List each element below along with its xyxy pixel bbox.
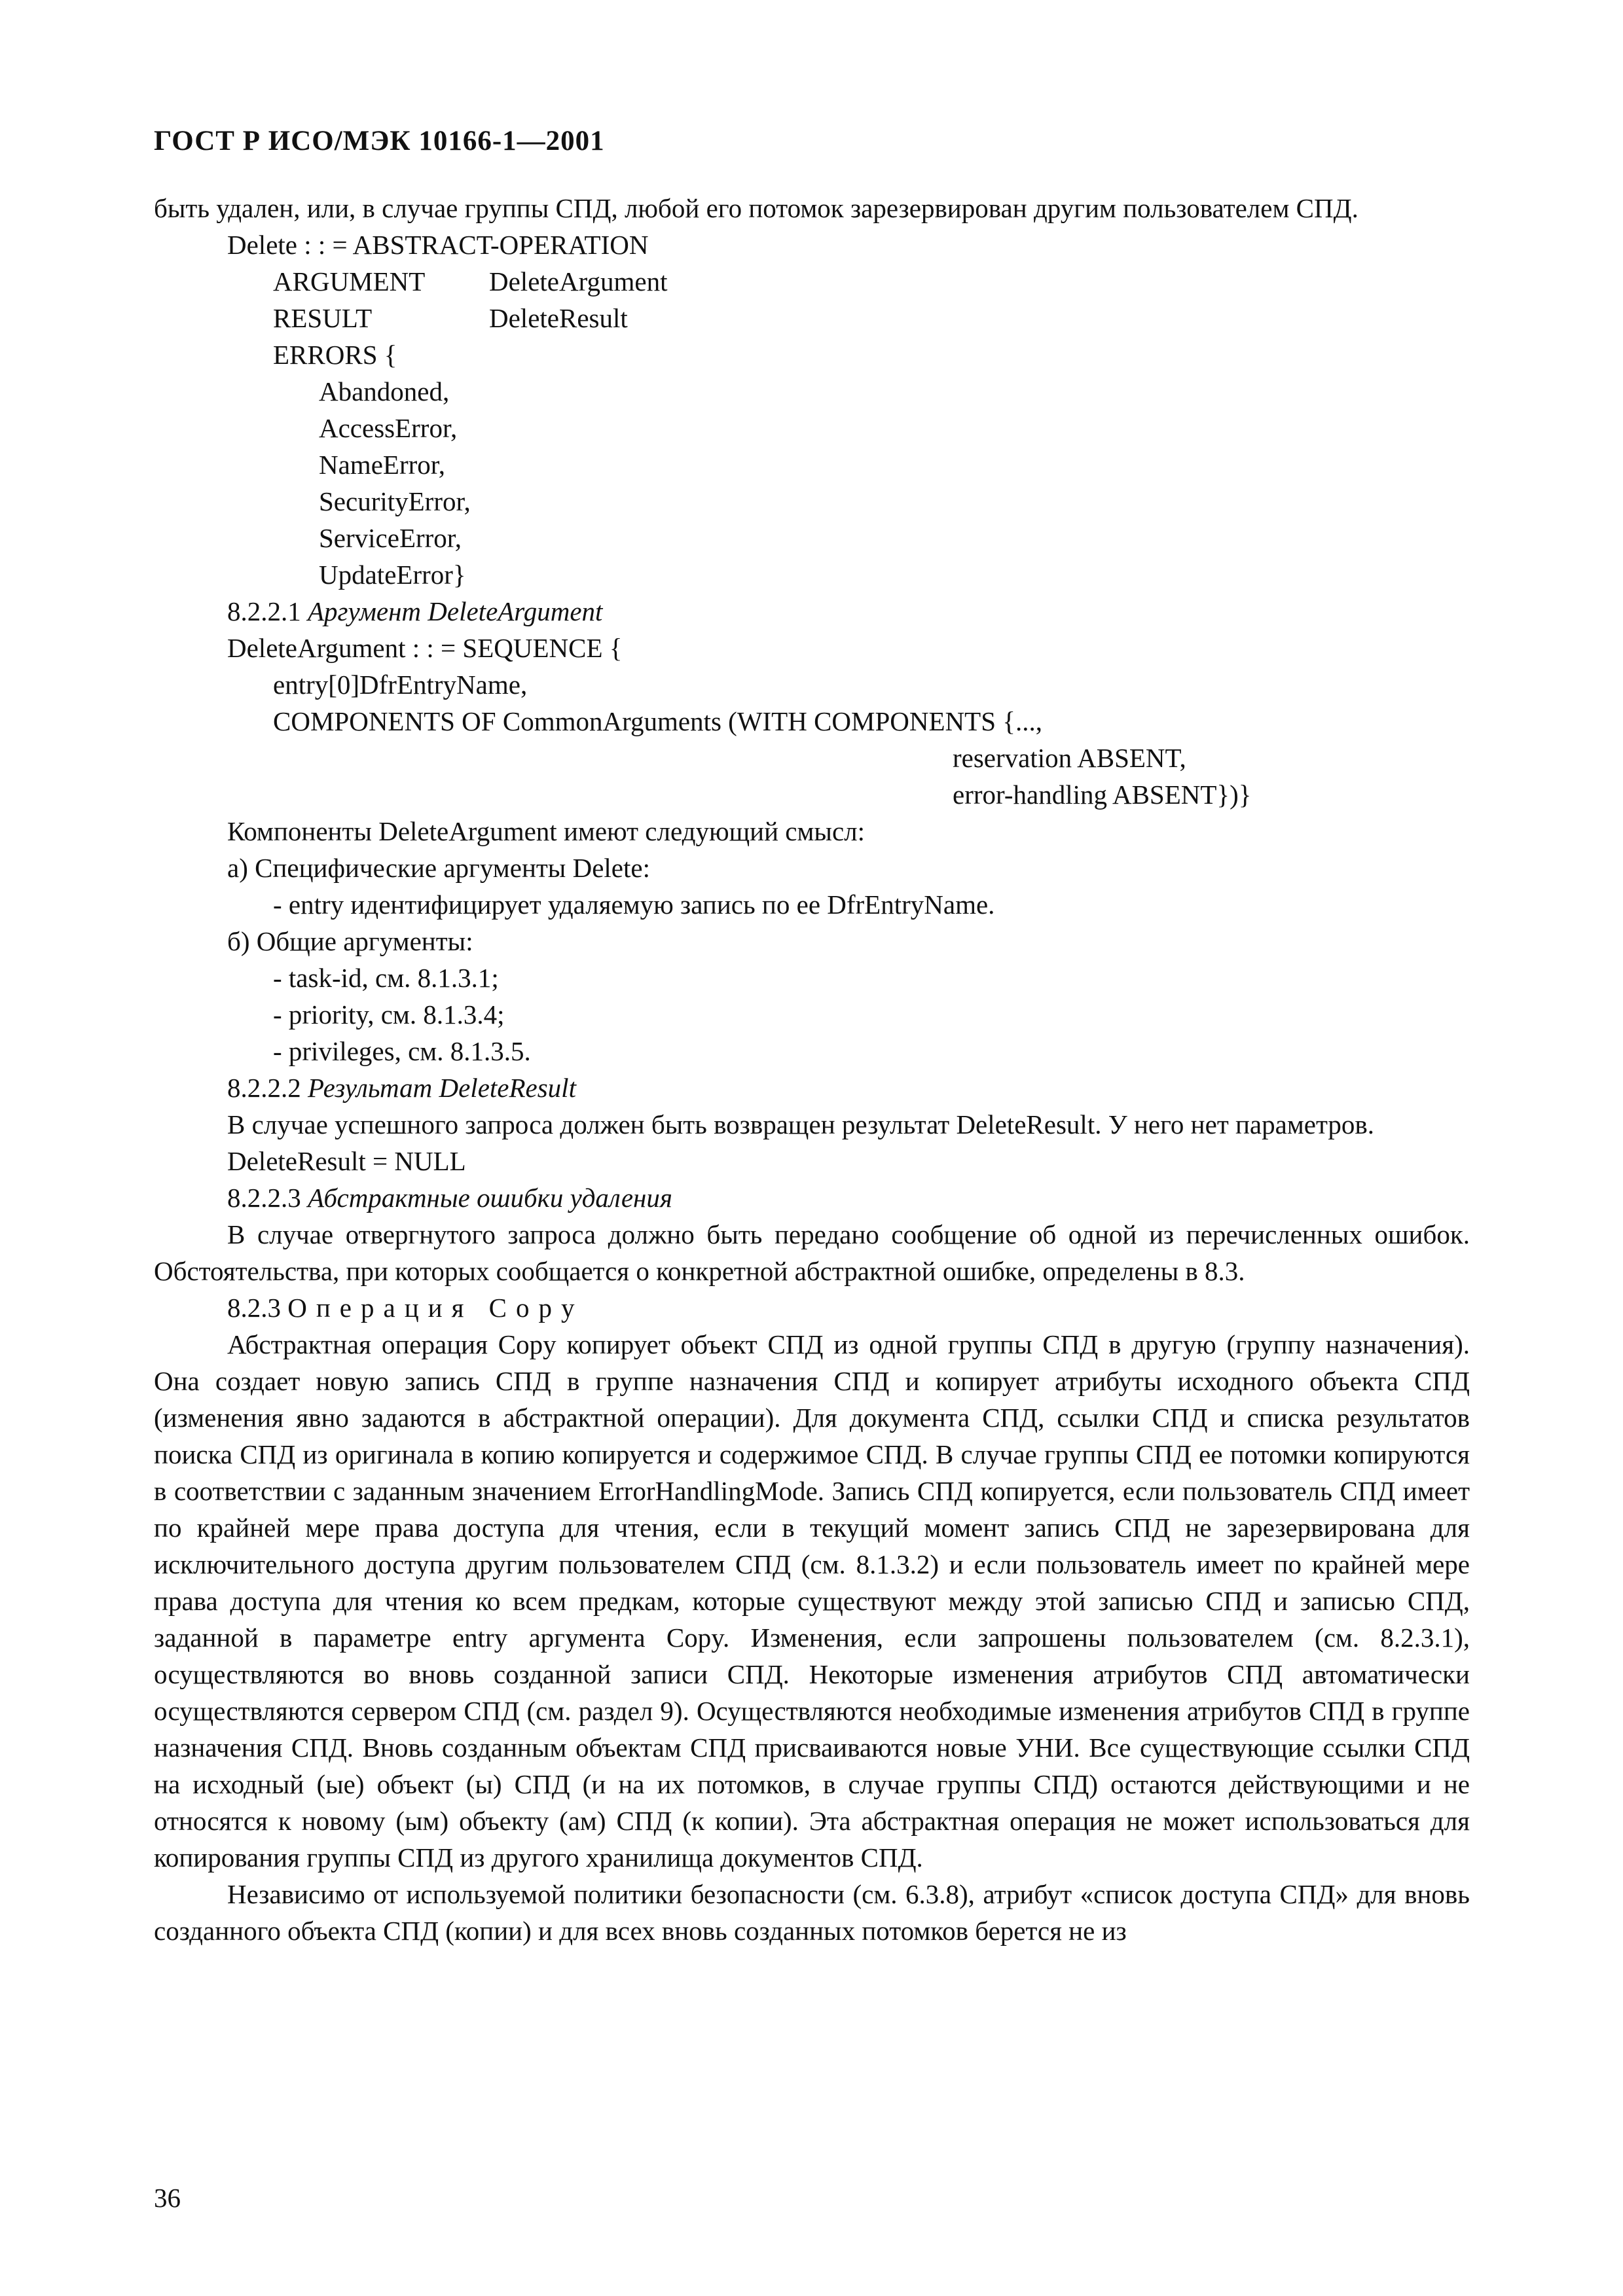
- error-item: Abandoned,: [319, 376, 450, 406]
- paragraph: Абстрактная операция Copy копирует объект СПД из одной группы СПД в другую (группу назначения). Она создает новую запись СПД в группе назначения СПД и копирует атрибуты исходного объекта СПД (изменения явно задаются в абстрактной операции). Для документа СПД, ссылки СПД и списка результатов поиска СПД из оригинала в копию копируется и содержимое СПД. В случае группы СПД ее потомки копируются в соответствии с заданным значением ErrorHandlingMode. Запись СПД копируется, если пользователь СПД имеет по крайней мере права доступа для чтения, если в текущий момент запись СПД не зарезервирована для исключительного доступа другим пользователем СПД (см. 8.1.3.2) и если пользователь имеет по крайней мере права доступа для чтения ко всем предкам, которые существуют между этой записью СПД и записью СПД, заданной в параметре entry аргумента Copy. Изменения, если запрошены пользователем (см. 8.2.3.1), осуществляются во вновь созданной записи СПД. Некоторые изменения атрибутов СПД автоматически осуществляются сервером СПД (см. раздел 9). Осуществляются необходимые изменения атрибутов СПД в группе назначения СПД. Вновь созданным объектам СПД присваиваются новые УНИ. Все существующие ссылки СПД на исходный (ые) объект (ы) СПД (и на их потомков, в случае группы СПД) остаются действующими и не относятся к новому (ым) объекту (ам) СПД (к копии). Эта абстрактная операция не может использоваться для копирования группы СПД из другого хранилища документов СПД.: [154, 1329, 1470, 1873]
- section-number: 8.2.3: [227, 1293, 281, 1323]
- list-item-a: а) Специфические аргументы Delete:: [227, 853, 650, 883]
- error-item: SecurityError,: [319, 486, 471, 516]
- paragraph: Независимо от используемой политики безопасности (см. 6.3.8), атрибут «список доступа СПД» для вновь созданного объекта СПД (копии) и для всех вновь созданных потомков берется не из: [154, 1879, 1470, 1946]
- section-number: 8.2.2.1: [227, 596, 301, 626]
- list-subitem: - task-id, см. 8.1.3.1;: [273, 963, 499, 993]
- section-heading-8-2-2-2: [154, 1069, 1470, 1106]
- list-subitem: - privileges, см. 8.1.3.5.: [273, 1036, 531, 1066]
- result-keyword: RESULT: [273, 303, 373, 333]
- section-number: 8.2.2.2: [227, 1073, 301, 1103]
- list-item-b: б) Общие аргументы:: [227, 926, 473, 956]
- argument-entry: entry[0]DfrEntryName,: [273, 670, 528, 700]
- paragraph: В случае отвергнутого запроса должно быть передано сообщение об одной из перечисленных ошибок. Обстоятельства, при которых сообщается о конкретной абстрактной ошибке, определены в 8.3.: [154, 1219, 1470, 1286]
- standard-header: ГОСТ Р ИСО/МЭК 10166-1—2001: [154, 126, 605, 156]
- section-heading-8-2-2-1: [154, 593, 1470, 630]
- paragraph: В случае успешного запроса должен быть возвращен результат DeleteResult. У него нет параметров.: [227, 1109, 1374, 1139]
- errors-open: ERRORS {: [273, 340, 397, 370]
- section-title: Аргумент DeleteArgument: [308, 596, 603, 626]
- result-line: [154, 300, 1470, 336]
- error-item: NameError,: [319, 450, 446, 480]
- result-type: DeleteResult: [489, 303, 628, 333]
- error-item: ServiceError,: [319, 523, 462, 553]
- argument-components: COMPONENTS OF CommonArguments (WITH COMPONENTS {...,: [273, 706, 1042, 736]
- argument-type: DeleteArgument: [489, 266, 668, 296]
- components-intro: Компоненты DeleteArgument имеют следующий смысл:: [227, 816, 866, 846]
- page-number: 36: [154, 2183, 181, 2213]
- section-title: Результат DeleteResult: [308, 1073, 576, 1103]
- argument-keyword: ARGUMENT: [273, 266, 426, 296]
- argument-error-handling: error-handling ABSENT})}: [953, 780, 1252, 810]
- page-body: [154, 190, 1470, 1949]
- section-title: Абстрактные ошибки удаления: [308, 1183, 672, 1213]
- argument-definition: DeleteArgument : : = SEQUENCE {: [227, 633, 623, 663]
- paragraph-continuation: быть удален, или, в случае группы СПД, любой его потомок зарезервирован другим пользователем СПД.: [154, 193, 1359, 223]
- delete-definition: Delete : : = ABSTRACT-OPERATION: [227, 230, 649, 260]
- section-heading-8-2-3: [154, 1289, 1470, 1326]
- result-definition: DeleteResult = NULL: [227, 1146, 466, 1176]
- argument-line: [154, 263, 1470, 300]
- section-number: 8.2.2.3: [227, 1183, 301, 1213]
- list-subitem: - priority, см. 8.1.3.4;: [273, 999, 505, 1030]
- section-title: Операция Copy: [287, 1293, 584, 1323]
- list-subitem: - entry идентифицирует удаляемую запись по ее DfrEntryName.: [273, 889, 995, 920]
- error-item: UpdateError}: [319, 560, 466, 590]
- argument-reservation: reservation ABSENT,: [953, 743, 1186, 773]
- section-heading-8-2-2-3: [154, 1179, 1470, 1216]
- error-item: AccessError,: [319, 413, 458, 443]
